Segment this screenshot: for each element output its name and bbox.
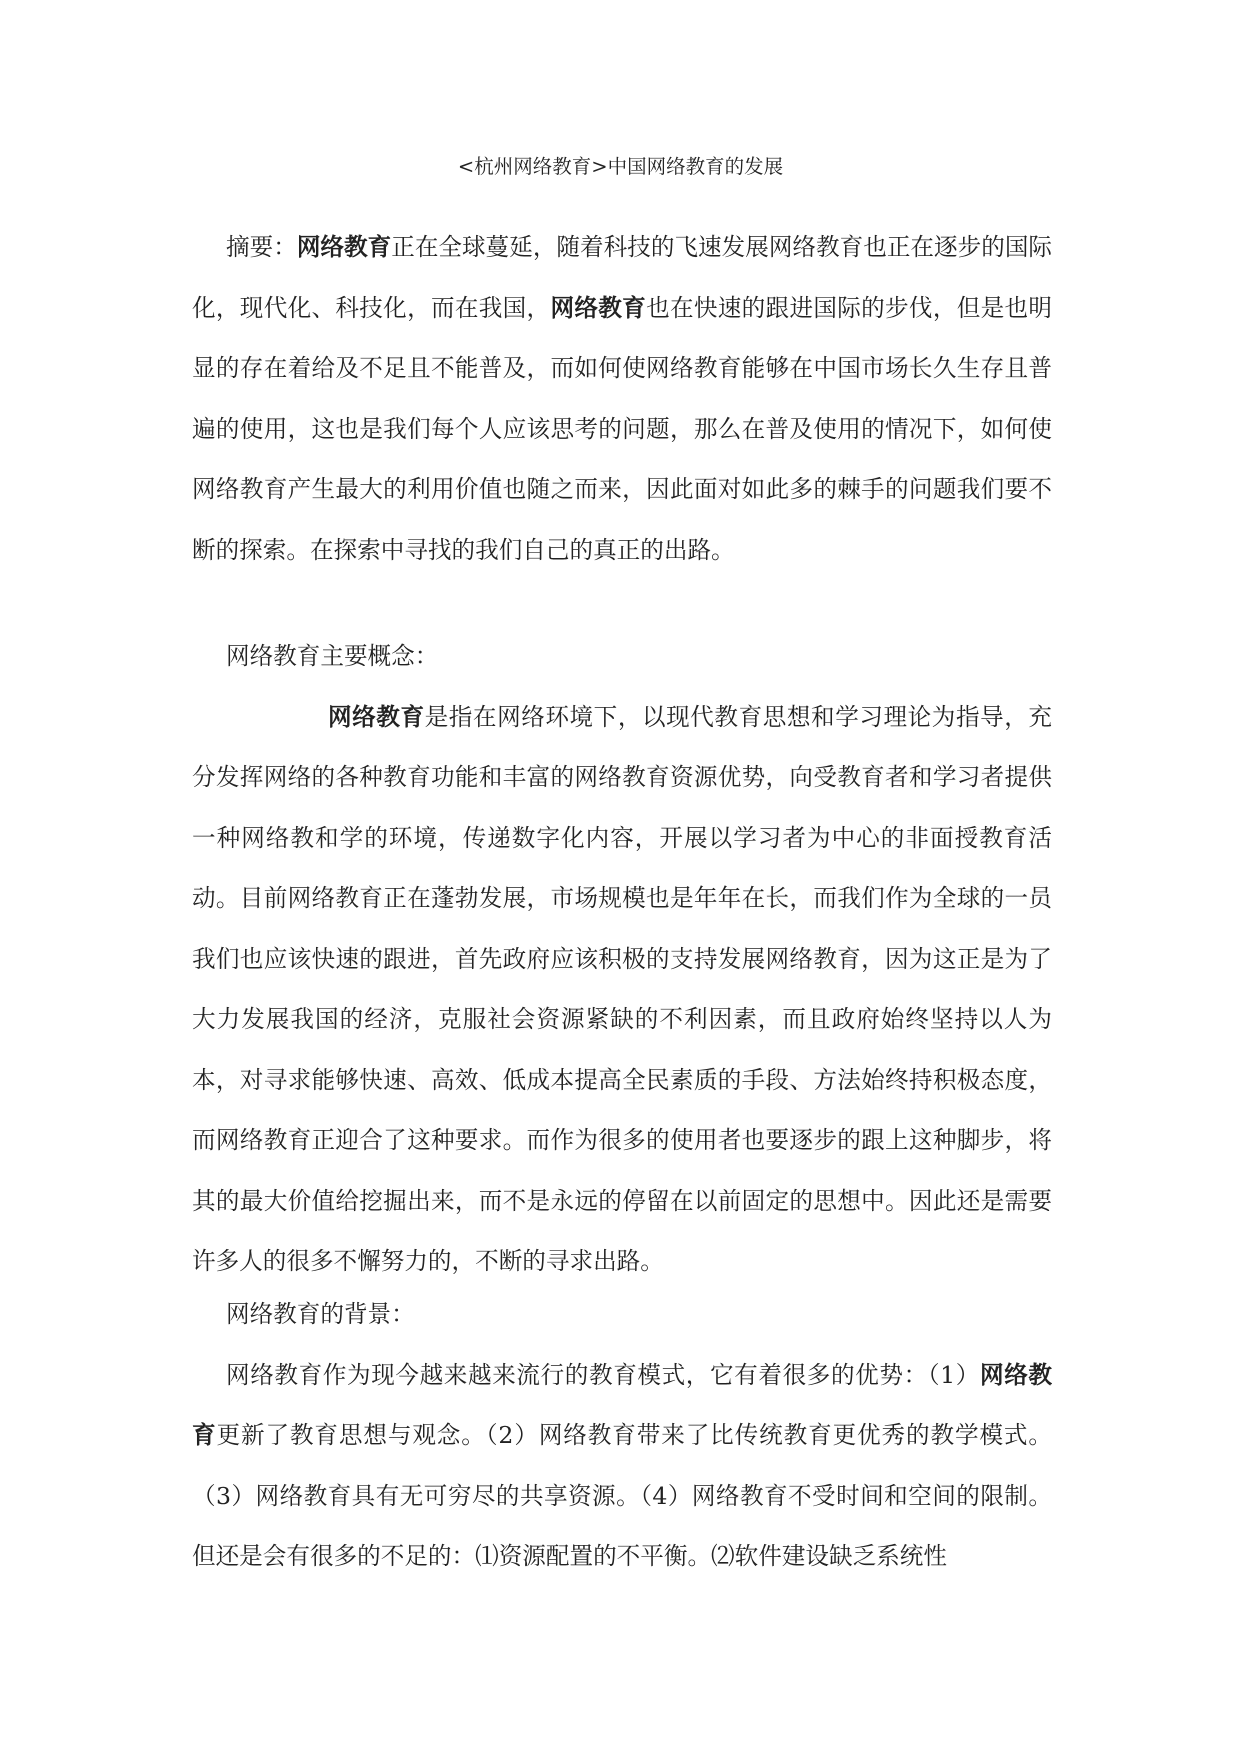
abstract-text-part1: 正在全球蔓延，随着科技的飞速发展网络教育也正在逐步的国际化，现代化、科技化，而在我国， — [192, 233, 1053, 322]
abstract-label: 摘要： — [226, 233, 297, 261]
abstract-section — [192, 217, 1052, 580]
document-title: <杭州网络教育>中国网络教育的发展 — [457, 155, 784, 178]
background-section — [192, 1284, 1052, 1587]
concept-heading: 网络教育主要概念： — [226, 642, 439, 670]
background-heading: 网络教育的背景： — [226, 1300, 415, 1328]
background-paragraph — [192, 1345, 1052, 1587]
concept-text: 是指在网络环境下，以现代教育思想和学习理论为指导，充分发挥网络的各种教育功能和丰富的网络教育资源优势，向受教育者和学习者提供一种网络教和学的环境，传递数字化内容，开展以学习者为中心的非面授教育活动。目前网络教育正在蓬勃发展，市场规模也是年年在长，而我们作为全球的一员我们也应该快速的跟进，首先政府应该积极的支持发展网络教育，因为这正是为了大力发展我国的经济，克服社会资源紧缺的不利因素，而且政府始终坚持以人为本，对寻求能够快速、高效、低成本提高全民素质的手段、方法始终持积极态度，而网络教育正迎合了这种要求。而作为很多的使用者也要逐步的跟上这种脚步，将其的最大价值给挖掘出来，而不是永远的停留在以前固定的思想中。因此还是需要许多人的很多不懈努力的，不断的寻求出路。 — [192, 702, 1052, 1275]
abstract-text-part2: 也在快速的跟进国际的步伐，但是也明显的存在着给及不足且不能普及，而如何使网络教育能够在中国市场长久生存且普遍的使用，这也是我们每个人应该思考的问题，那么在普及使用的情况下，如何使网络教育产生最大的利用价值也随之而来，因此面对如此多的棘手的问题我们要不断的探索。在探索中寻找的我们自己的真正的出路。 — [192, 293, 1053, 564]
keyword-network-education: 网络教育 — [192, 1360, 1052, 1449]
keyword-network-education: 网络教育 — [296, 233, 392, 261]
abstract-paragraph — [192, 217, 1052, 580]
keyword-network-education: 网络教育 — [328, 702, 425, 731]
background-text-part1: 网络教育作为现今越来越来流行的教育模式，它有着很多的优势：（1） — [226, 1360, 980, 1389]
keyword-network-education: 网络教育 — [550, 293, 647, 322]
background-text-part2: 更新了教育思想与观念。（2）网络教育带来了比传统教育更优秀的教学模式。（3）网络教育具有无可穷尽的共享资源。（4）网络教育不受时间和空间的限制。但还是会有很多的不足的：⑴资源配置的不平衡。⑵软件建设缺乏系统性 — [192, 1421, 1052, 1570]
concept-section — [192, 626, 1052, 1292]
concept-paragraph — [192, 687, 1052, 1292]
